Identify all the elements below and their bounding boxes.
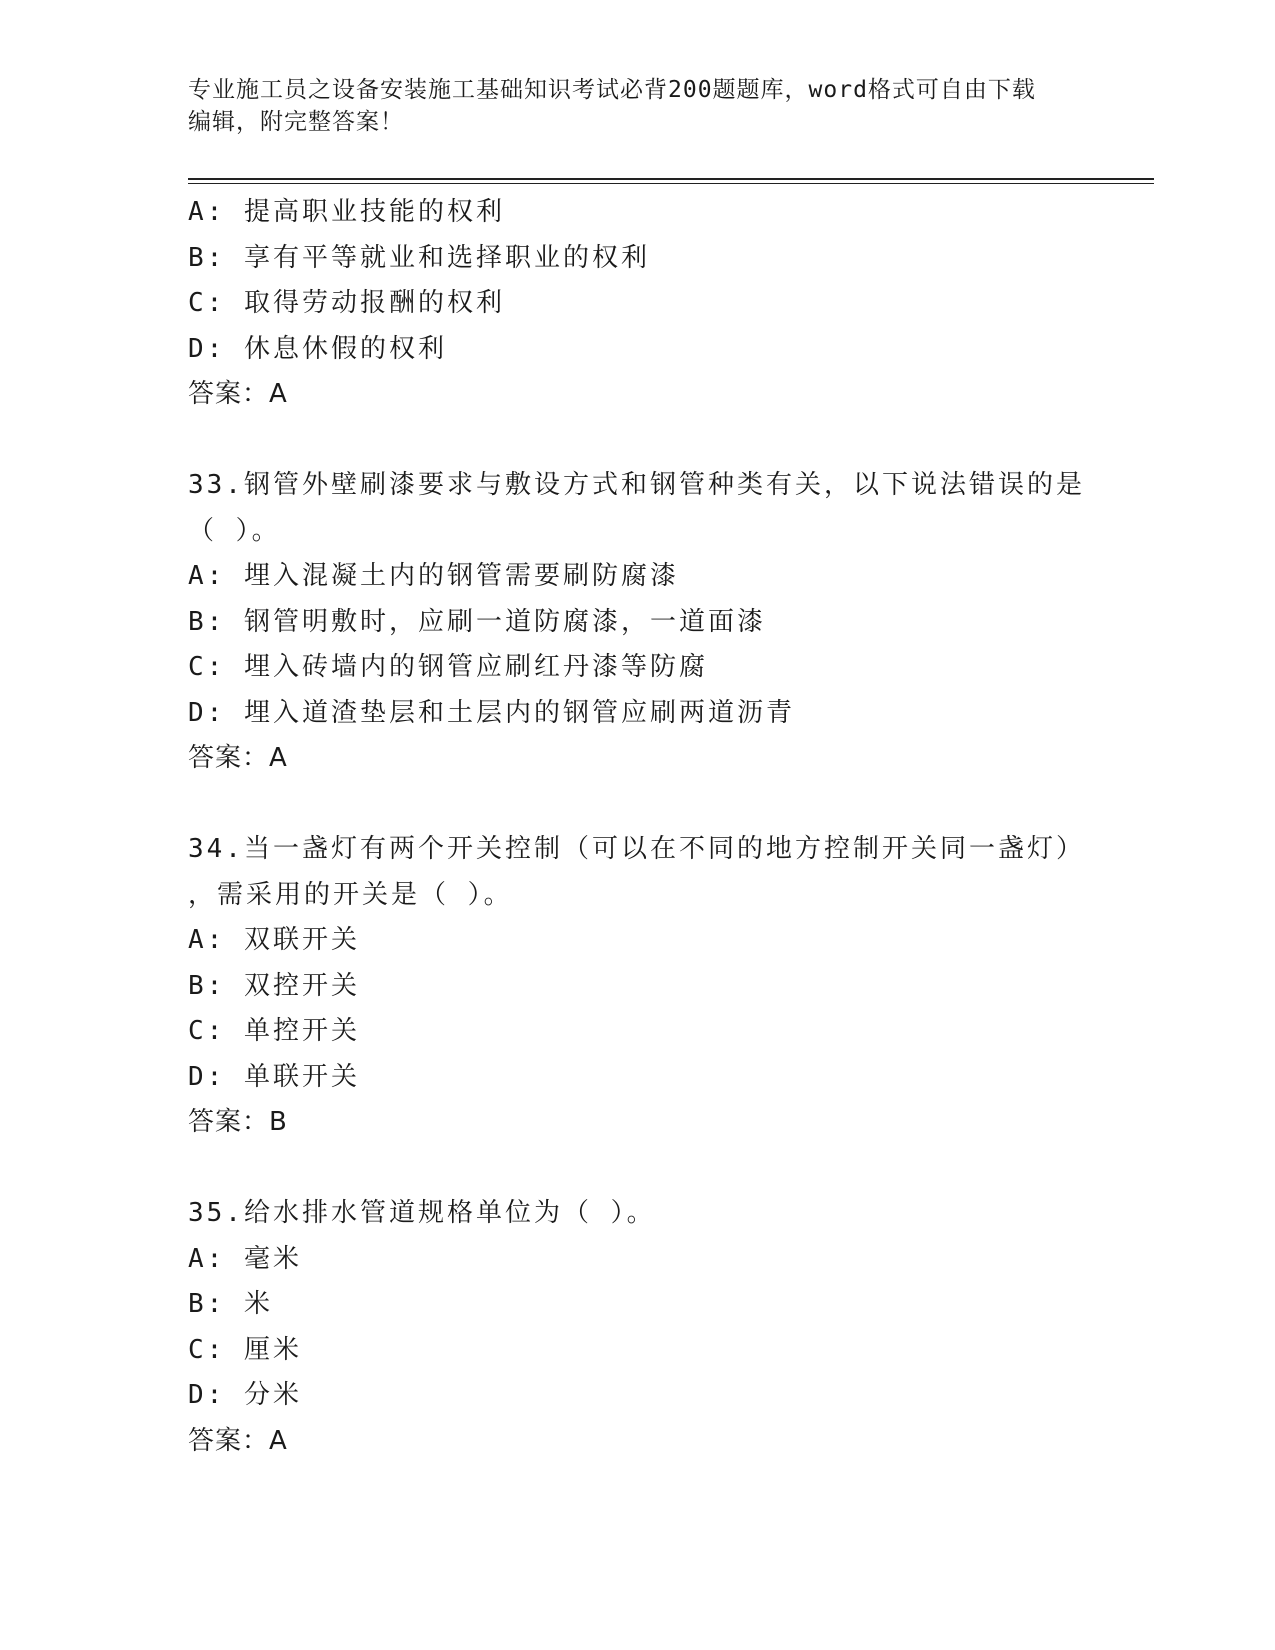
- option-b: B: 双控开关: [188, 970, 360, 1001]
- spacer: [188, 418, 1088, 464]
- answer-label: 答案：A: [188, 743, 288, 773]
- question-32-options: [188, 190, 1088, 418]
- question-33: [188, 463, 1088, 782]
- header-divider-thin: [188, 183, 1154, 184]
- question-stem-line-2: ，需采用的开关是（ ）。: [188, 879, 513, 910]
- option-a: A: 双联开关: [188, 925, 360, 955]
- question-34: [188, 827, 1088, 1146]
- answer-label: 答案：A: [188, 1425, 288, 1456]
- option-a: A: 提高职业技能的权利: [188, 197, 505, 227]
- option-b: B: 钢管明敷时，应刷一道防腐漆，一道面漆: [188, 606, 766, 637]
- answer-label: 答案：B: [188, 1107, 288, 1137]
- question-stem-line-1: 35.给水排水管道规格单位为（ ）。: [188, 1198, 656, 1228]
- question-stem-line-1: 33.钢管外壁刷漆要求与敷设方式和钢管种类有关，以下说法错误的是: [188, 470, 1085, 500]
- option-b: B: 米: [188, 1289, 273, 1319]
- option-a: A: 毫米: [188, 1243, 302, 1274]
- question-stem-line-2: （ ）。: [188, 515, 281, 546]
- header-title-line-1: 专业施工员之设备安装施工基础知识考试必背200题题库，word格式可自由下载: [188, 77, 1036, 103]
- answer-label: 答案：A: [188, 379, 288, 409]
- option-b: B: 享有平等就业和选择职业的权利: [188, 242, 650, 273]
- question-list: [188, 190, 1088, 1464]
- document-header: [188, 74, 1078, 138]
- option-c: C: 单控开关: [188, 1016, 360, 1046]
- question-35: [188, 1191, 1088, 1464]
- option-a: A: 埋入混凝土内的钢管需要刷防腐漆: [188, 561, 679, 591]
- option-c: C: 取得劳动报酬的权利: [188, 288, 505, 318]
- option-d: D: 休息休假的权利: [188, 333, 447, 364]
- option-d: D: 单联开关: [188, 1061, 360, 1092]
- option-c: C: 埋入砖墙内的钢管应刷红丹漆等防腐: [188, 652, 708, 682]
- option-d: D: 埋入道渣垫层和土层内的钢管应刷两道沥青: [188, 697, 795, 728]
- option-d: D: 分米: [188, 1380, 302, 1410]
- header-title-line-2: 编辑，附完整答案！: [188, 109, 404, 135]
- header-divider-thick: [188, 178, 1154, 180]
- question-stem-line-1: 34.当一盏灯有两个开关控制（可以在不同的地方控制开关同一盏灯）: [188, 834, 1085, 864]
- option-c: C: 厘米: [188, 1334, 302, 1365]
- spacer: [188, 782, 1088, 828]
- spacer: [188, 1146, 1088, 1192]
